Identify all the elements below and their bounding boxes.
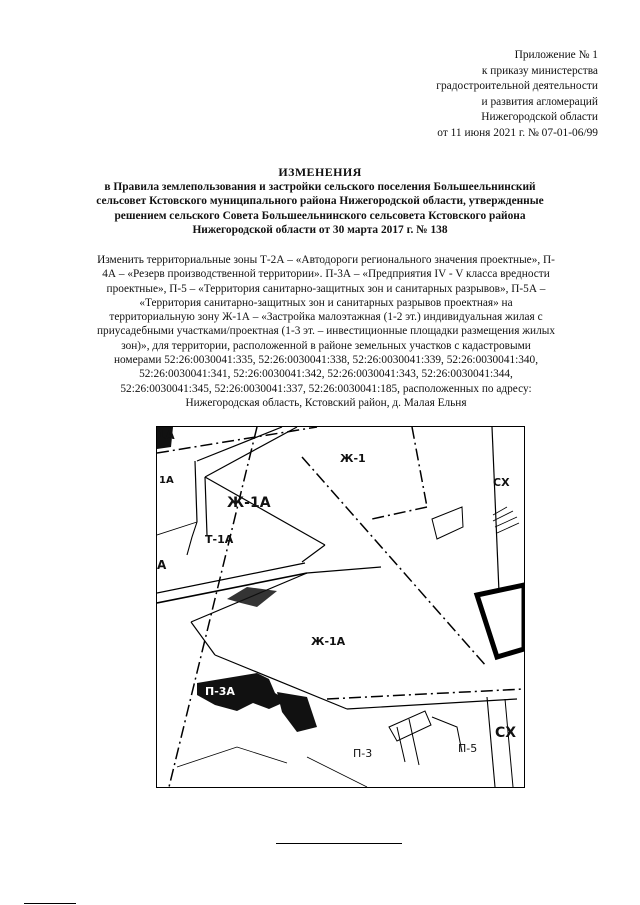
parcel-outline: [389, 711, 431, 741]
zone-label: 1А: [159, 475, 174, 486]
dark-blob: [277, 692, 317, 732]
appendix-line: градостроительной деятельности: [436, 80, 598, 93]
title-line: решением сельского Совета Большеельнинского сельсовета Кстовского района: [114, 209, 526, 222]
body-line: Изменить территориальные зоны Т-2А – «Автодороги регионального значения проектные», П-: [97, 254, 555, 266]
road-line: [195, 461, 197, 522]
road-line: [187, 522, 197, 555]
boundary-line: [505, 699, 513, 787]
boundary-line: [397, 727, 405, 762]
body-line: Нижегородская область, Кстовский район, д. Малая Ельня: [185, 396, 467, 409]
zone-boundary-dashdot: [372, 507, 427, 519]
zoning-map-drawing: [157, 427, 524, 787]
body-line: номерами 52:26:0030041:335, 52:26:0030041:338, 52:26:0030041:339, 52:26:0030041:340,: [113, 354, 539, 367]
appendix-line: от 11 июня 2021 г. № 07-01-06/99: [437, 126, 598, 139]
body-line: 4А – «Резерв производственной территории». П-3А – «Предприятия IV - V класса вредности: [102, 268, 550, 281]
zone-boundary-dashdot: [157, 427, 317, 453]
zone-boundary-dashdot: [412, 427, 427, 507]
boundary-line: [307, 757, 367, 787]
title-line: в Правила землепользования и застройки сельского поселения Большеельнинский: [104, 180, 536, 193]
body-line: 52:26:0030041:345, 52:26:0030041:337, 52:26:0030041:185, расположенных по адресу:: [120, 382, 532, 395]
title-heading: ИЗМЕНЕНИЯ: [278, 165, 362, 179]
body-line: приусадебными участками/проектная (1-3 эт. – инвестиционные площадки размещения жилых: [97, 325, 555, 338]
title-line: сельсовет Кстовского муниципального района Нижегородской области, утвержденные: [96, 195, 544, 208]
zone-label: П-3: [353, 747, 373, 760]
boundary-line: [409, 719, 419, 765]
appendix-line: и развития агломераций: [481, 95, 598, 108]
zoning-map: [156, 426, 525, 788]
zone-boundary-dashdot: [327, 689, 524, 699]
document-title: [60, 165, 580, 238]
road-line: [205, 477, 207, 535]
body-line: зон)», для территории, расположенной в районе земельных участков с кадастровыми: [121, 339, 531, 352]
title-line: Нижегородской области от 30 марта 2017 г. № 138: [192, 224, 448, 237]
boundary-line: [177, 747, 287, 767]
zone-label: Т-1А: [205, 533, 234, 546]
boundary-line: [487, 697, 495, 787]
zone-label: СХ: [495, 725, 517, 741]
zone-label: Ж-1А: [311, 635, 346, 648]
separator-line: [276, 843, 402, 844]
zone-label: А: [157, 558, 167, 572]
boundary-line: [302, 545, 325, 562]
body-line: «Территория санитарно-защитных зон и санитарных разрывов проектная» на: [139, 296, 513, 309]
zone-label: Ж-1А: [227, 495, 271, 511]
parcel-outline: [432, 507, 463, 539]
body-text: [78, 253, 574, 410]
zone-label: П-3А: [205, 685, 235, 698]
boundary-line: [492, 427, 499, 592]
appendix-header: [298, 48, 598, 142]
appendix-line: Нижегородской области: [481, 111, 598, 124]
footnote-line: [24, 903, 76, 904]
body-line: 52:26:0030041:341, 52:26:0030041:342, 52:26:0030041:343, 52:26:0030041:344,: [139, 368, 513, 381]
appendix-line: к приказу министерства: [481, 64, 598, 77]
zone-label: Ж-1: [340, 452, 366, 465]
zone-label: П-5: [458, 742, 478, 755]
thick-parcel-outline: [477, 585, 524, 657]
appendix-line: Приложение № 1: [514, 49, 598, 61]
boundary-line: [157, 522, 197, 535]
body-line: территориальную зону Ж-1А – «Застройка малоэтажная (1-2 эт.) индивидуальная жилая с: [109, 311, 543, 324]
boundary-line: [347, 699, 517, 709]
zone-label: СХ: [493, 476, 510, 489]
body-line: проектные», П-5 – «Территория санитарно-защитных зон и санитарных разрывов», П-5А –: [106, 282, 546, 295]
boundary-line: [307, 567, 381, 573]
zone-label: 1А: [157, 428, 175, 442]
